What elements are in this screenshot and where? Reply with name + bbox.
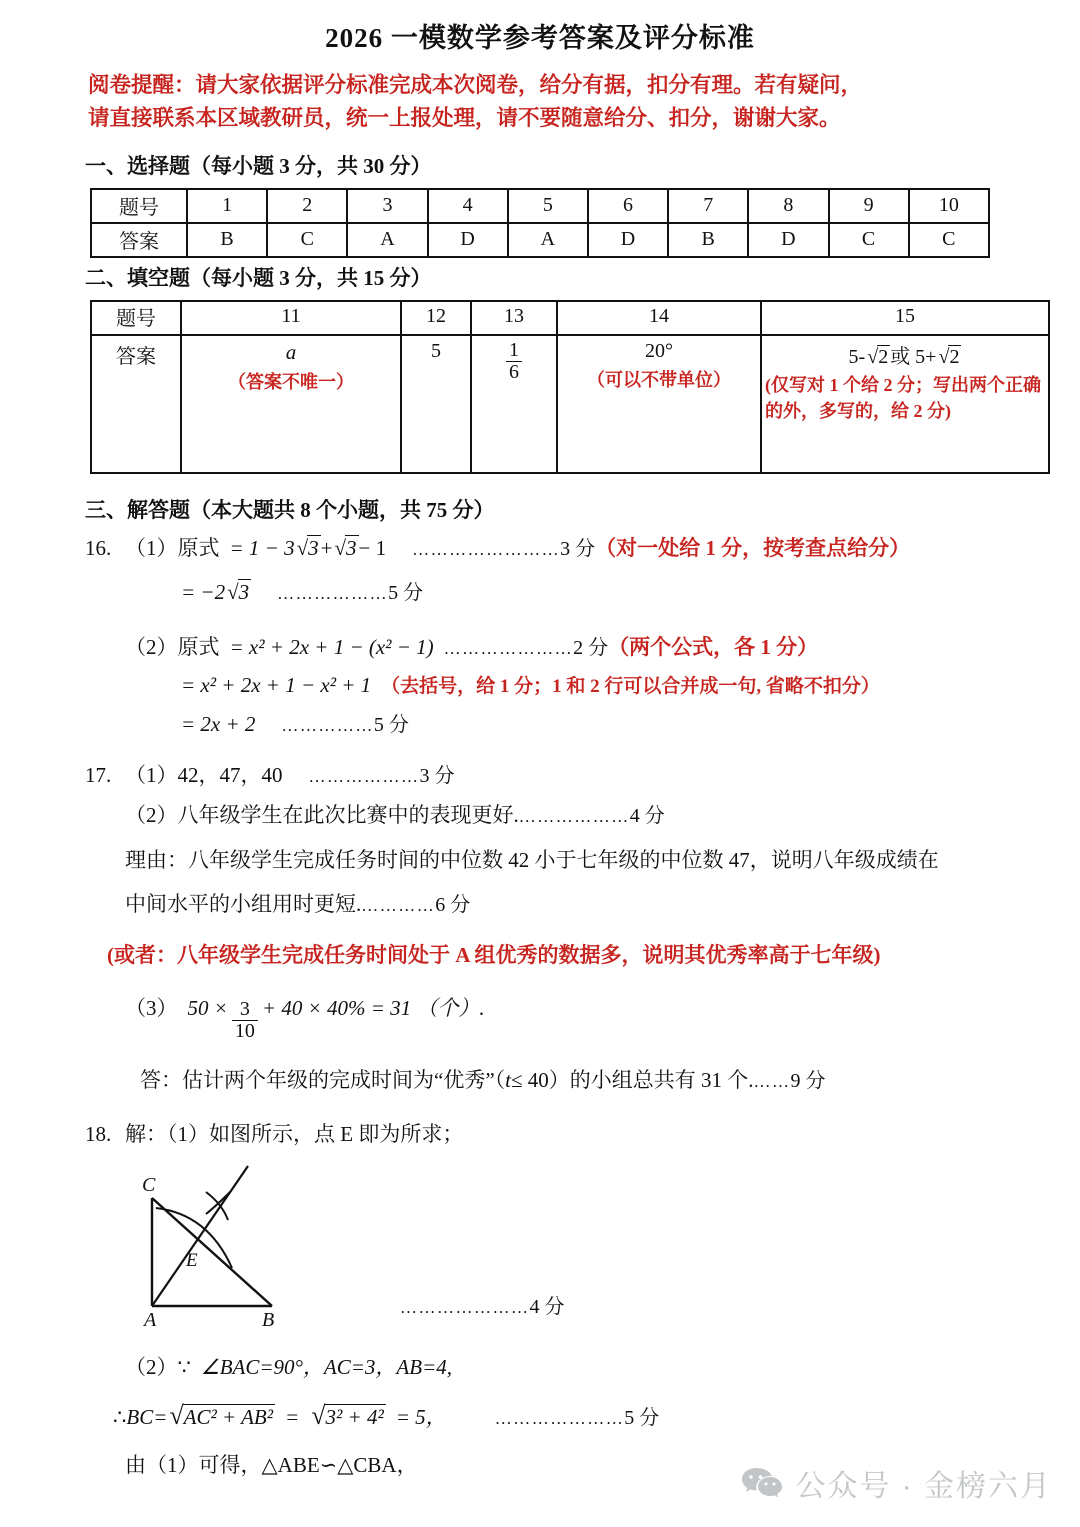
blank-number-12: 12 xyxy=(401,301,471,335)
q17-part3-line xyxy=(85,992,1050,1042)
q18-p3-dots: ………………… xyxy=(494,1408,625,1428)
blank-answer-15 xyxy=(761,335,1049,473)
table-row-blank-answers xyxy=(91,335,1049,473)
q18-p2-text: ∠BAC=90°，AC=3，AB=4, xyxy=(200,1354,453,1379)
choice-number-10: 10 xyxy=(909,189,989,223)
blank-number-14: 14 xyxy=(557,301,761,335)
therefore-icon: ∴ xyxy=(113,1404,127,1429)
section-1-heading: 一、选择题（每小题 3 分，共 30 分） xyxy=(85,153,432,178)
choice-number-6: 6 xyxy=(588,189,668,223)
q17-answer-var: t xyxy=(505,1067,511,1092)
fraction-numerator: 3 xyxy=(239,997,250,1020)
q17-number: 17. xyxy=(85,762,112,787)
q16-part1-expr2 xyxy=(181,579,251,605)
q16-part2-expr3: = 2x + 2 xyxy=(181,711,256,736)
q16-p1l2-rad: 3 xyxy=(238,579,250,604)
choice-row-label-answer: 答案 xyxy=(91,223,187,257)
q17-p1-label: （1） xyxy=(125,762,178,787)
q16-part2-line3 xyxy=(85,708,1050,737)
sqrt-icon-2: √2 xyxy=(938,345,960,368)
q16-p1l2-pre: = −2 xyxy=(181,579,226,604)
q17-p1-value: 42，47，40 xyxy=(177,762,283,787)
choice-answer-4: D xyxy=(428,223,508,257)
q18-p3-points: 5 分 xyxy=(624,1406,660,1429)
q17-answer-cond: ≤ 40 xyxy=(510,1067,549,1092)
blank-number-13: 13 xyxy=(471,301,557,335)
because-icon: ∵ xyxy=(177,1354,191,1379)
q16-part1-label: （1）原式 xyxy=(125,535,220,560)
blank-answer-15-rad2: 2 xyxy=(949,345,960,368)
q16-part2-expr2: = x² + 2x + 1 − x² + 1 xyxy=(181,672,372,697)
choice-answer-3: A xyxy=(347,223,427,257)
q17-part2-line xyxy=(85,799,1050,829)
q17-reason-points: 6 分 xyxy=(435,894,471,917)
q17-reason-dots: ………… xyxy=(361,896,436,916)
choice-number-8: 8 xyxy=(748,189,828,223)
blank-answer-11 xyxy=(181,335,401,473)
q17-part1-line xyxy=(85,759,1050,789)
choice-number-5: 5 xyxy=(508,189,588,223)
q18-p2-label: （2） xyxy=(125,1354,178,1379)
choice-answer-table-wrap xyxy=(90,188,1080,258)
q18-fig-points: 4 分 xyxy=(529,1295,565,1318)
table-row-choice-numbers xyxy=(91,189,989,223)
section-2-heading: 二、填空题（每小题 3 分，共 15 分） xyxy=(85,265,432,290)
q17-p2-text: 八年级学生在此次比赛中的表现更好. xyxy=(177,802,519,827)
choice-row-label-number: 题号 xyxy=(91,189,187,223)
blank-answer-15-mid: 或 5+ xyxy=(890,345,937,368)
q18-part2-line xyxy=(85,1351,1050,1381)
q18-fig-dots: ………………… xyxy=(400,1297,530,1317)
q16-part1-line1 xyxy=(85,532,1050,562)
q16-part1-expr1 xyxy=(230,535,387,561)
fraction-denominator: 6 xyxy=(506,361,522,383)
q16-p1l2-points: 5 分 xyxy=(388,581,424,604)
blank-answer-11-note: （答案不唯一） xyxy=(228,371,354,392)
blank-number-11: 11 xyxy=(181,301,401,335)
blank-answer-15-note: (仅写对 1 个给 2 分；写出两个正确的外，多写的，给 2 分) xyxy=(765,374,1041,421)
solutions-body xyxy=(85,532,1050,1479)
q16-p1-dots: …………………… xyxy=(412,539,561,559)
blank-row-label-answer: 答案 xyxy=(91,335,181,473)
sqrt-icon-2: √3 xyxy=(334,535,357,560)
blank-answer-table-wrap xyxy=(90,300,1080,474)
sqrt-icon-2: √3² + 4² xyxy=(311,1400,384,1430)
grading-notice xyxy=(88,69,1058,136)
choice-number-4: 4 xyxy=(428,189,508,223)
figure-label-B: B xyxy=(262,1308,275,1331)
q16-number: 16. xyxy=(85,535,112,560)
q18-p3-rad2: 3² + 4² xyxy=(325,1404,384,1429)
q16-p1-eq: = 1 − 3 xyxy=(229,535,295,560)
q16-p2l3-dots: …………… xyxy=(281,715,374,735)
blank-answer-13 xyxy=(471,335,557,473)
table-row-blank-numbers xyxy=(91,301,1049,335)
figure-label-C: C xyxy=(142,1173,156,1196)
q17-reason-line-2 xyxy=(85,888,1050,918)
choice-answer-8: D xyxy=(748,223,828,257)
choice-number-1: 1 xyxy=(187,189,267,223)
q17-p3-expr-post: + 40 × 40% = 31 （个）. xyxy=(261,995,485,1020)
triangle-construction-diagram xyxy=(130,1156,340,1331)
q18-p1-text: 解：（1）如图所示，点 E 即为所求； xyxy=(125,1121,464,1146)
q16-part1-line2 xyxy=(85,576,1050,605)
page-title: 2026 一模数学参考答案及评分标准 xyxy=(325,23,755,53)
q16-p1-rad2: 3 xyxy=(346,535,357,560)
choice-answer-1: B xyxy=(187,223,267,257)
q18-p3-eq2: = 5， xyxy=(395,1404,447,1429)
blank-answer-table xyxy=(90,300,1050,474)
choice-answer-10: C xyxy=(909,223,989,257)
q17-answer-points: 9 分 xyxy=(790,1069,826,1092)
q18-p3-lhs: BC= xyxy=(126,1404,168,1429)
geometry-figure xyxy=(130,1156,340,1337)
blank-answer-15-value xyxy=(765,338,1045,369)
q16-p1-tail: − 1 xyxy=(358,535,387,560)
fraction-numerator: 1 xyxy=(509,338,519,361)
q17-p2-dots: ……………… xyxy=(518,806,630,826)
q16-p1l2-dots: ……………… xyxy=(277,583,389,603)
section-3-heading: 三、解答题（本大题共 8 个小题，共 75 分） xyxy=(85,497,495,522)
q17-p1-points: 3 分 xyxy=(419,764,455,787)
blank-answer-12-value: 5 xyxy=(431,339,441,362)
q18-p3-rad1: AC² + AB² xyxy=(183,1404,274,1429)
watermark xyxy=(741,1461,1052,1505)
choice-number-7: 7 xyxy=(668,189,748,223)
fraction-three-tenths xyxy=(232,999,258,1042)
q16-p2l3-points: 5 分 xyxy=(373,713,409,736)
q16-p2-points: 2 分 xyxy=(573,636,609,659)
figure-label-A: A xyxy=(144,1308,157,1331)
sqrt-icon: √3 xyxy=(227,579,250,604)
choice-answer-6: D xyxy=(588,223,668,257)
choice-answer-5: A xyxy=(508,223,588,257)
q18-figure-row xyxy=(85,1156,1050,1337)
q17-p2-points: 4 分 xyxy=(629,804,665,827)
q16-part2-label: （2）原式 xyxy=(125,634,220,659)
q16-p2-dots: ………………… xyxy=(443,638,574,658)
q17-p1-dots: ……………… xyxy=(308,766,420,786)
q16-p1-note: （对一处给 1 分，按考查点给分） xyxy=(595,535,911,560)
q16-part2-line2 xyxy=(85,671,1050,698)
blank-row-label-number: 题号 xyxy=(91,301,181,335)
q18-p4-text: 由（1）可得，△ABE∽△CBA， xyxy=(125,1452,418,1477)
blank-answer-15-rad1: 2 xyxy=(878,345,889,368)
q18-part3-line xyxy=(85,1401,1050,1431)
q17-p3-expr-pre: 50 × xyxy=(187,995,228,1020)
sqrt-icon: √2 xyxy=(867,345,889,368)
q18-figure-score xyxy=(400,1290,565,1319)
choice-number-3: 3 xyxy=(347,189,427,223)
q16-part2-line1 xyxy=(85,631,1050,661)
choice-answer-table xyxy=(90,188,990,258)
q18-part1-line xyxy=(85,1118,1050,1148)
sqrt-icon: √3 xyxy=(296,535,319,560)
q18-number: 18. xyxy=(85,1121,112,1146)
blank-answer-12 xyxy=(401,335,471,473)
q16-p1-rad1: 3 xyxy=(308,535,319,560)
figure-label-E: E xyxy=(186,1249,198,1271)
q17-answer-pre: 答：估计两个年级的完成时间为“优秀”（ xyxy=(140,1067,506,1092)
choice-number-2: 2 xyxy=(267,189,347,223)
blank-answer-11-value: a xyxy=(285,339,297,364)
q16-p1-mid: + xyxy=(320,535,333,560)
q17-answer-dots: …… xyxy=(753,1071,791,1091)
sqrt-icon: √AC² + AB² xyxy=(169,1400,274,1430)
q17-answer-line xyxy=(85,1064,1050,1094)
choice-answer-7: B xyxy=(668,223,748,257)
blank-number-15: 15 xyxy=(761,301,1049,335)
blank-answer-14-note: （可以不带单位） xyxy=(587,369,731,390)
q17-reason-line-1: 理由：八年级学生完成任务时间的中位数 42 小于七年级的中位数 47，说明八年级成绩在 xyxy=(125,847,939,872)
choice-answer-9: C xyxy=(829,223,909,257)
q16-p2l2-note: （去括号，给 1 分；1 和 2 行可以合并成一句, 省略不扣分） xyxy=(381,675,880,697)
q17-reason-text-2: 中间水平的小组用时更短. xyxy=(125,892,362,917)
table-row-choice-answers xyxy=(91,223,989,257)
choice-answer-2: C xyxy=(267,223,347,257)
grading-notice-line-2: 请直接联系本区域教研员，统一上报处理，请不要随意给分、扣分，谢谢大家。 xyxy=(88,106,841,131)
fraction-one-sixth xyxy=(506,340,522,383)
blank-answer-14-value: 20° xyxy=(645,339,673,362)
fraction-denominator: 10 xyxy=(232,1020,258,1042)
blank-answer-14 xyxy=(557,335,761,473)
choice-number-9: 9 xyxy=(829,189,909,223)
q16-p1-points: 3 分 xyxy=(560,537,596,560)
q17-alt-reason-note: (或者：八年级学生完成任务时间处于 A 组优秀的数据多，说明其优秀率高于七年级) xyxy=(107,943,881,968)
q16-p2-note: （两个公式，各 1 分） xyxy=(608,634,819,659)
q16-part2-expr1: = x² + 2x + 1 − (x² − 1) xyxy=(229,634,434,659)
grading-notice-line-1: 阅卷提醒：请大家依据评分标准完成本次阅卷，给分有据，扣分有理。若有疑问， xyxy=(88,73,863,97)
q17-p2-label: （2） xyxy=(125,802,178,827)
wechat-icon xyxy=(741,1466,783,1500)
watermark-text: 公众号 · 金榜六月 xyxy=(795,1470,1052,1503)
blank-answer-15-pre: 5- xyxy=(848,345,866,368)
q17-answer-post: ）的小组总共有 31 个. xyxy=(548,1067,754,1092)
q17-p3-label: （3） xyxy=(125,995,178,1020)
q18-p3-eq1: = xyxy=(285,1404,300,1429)
